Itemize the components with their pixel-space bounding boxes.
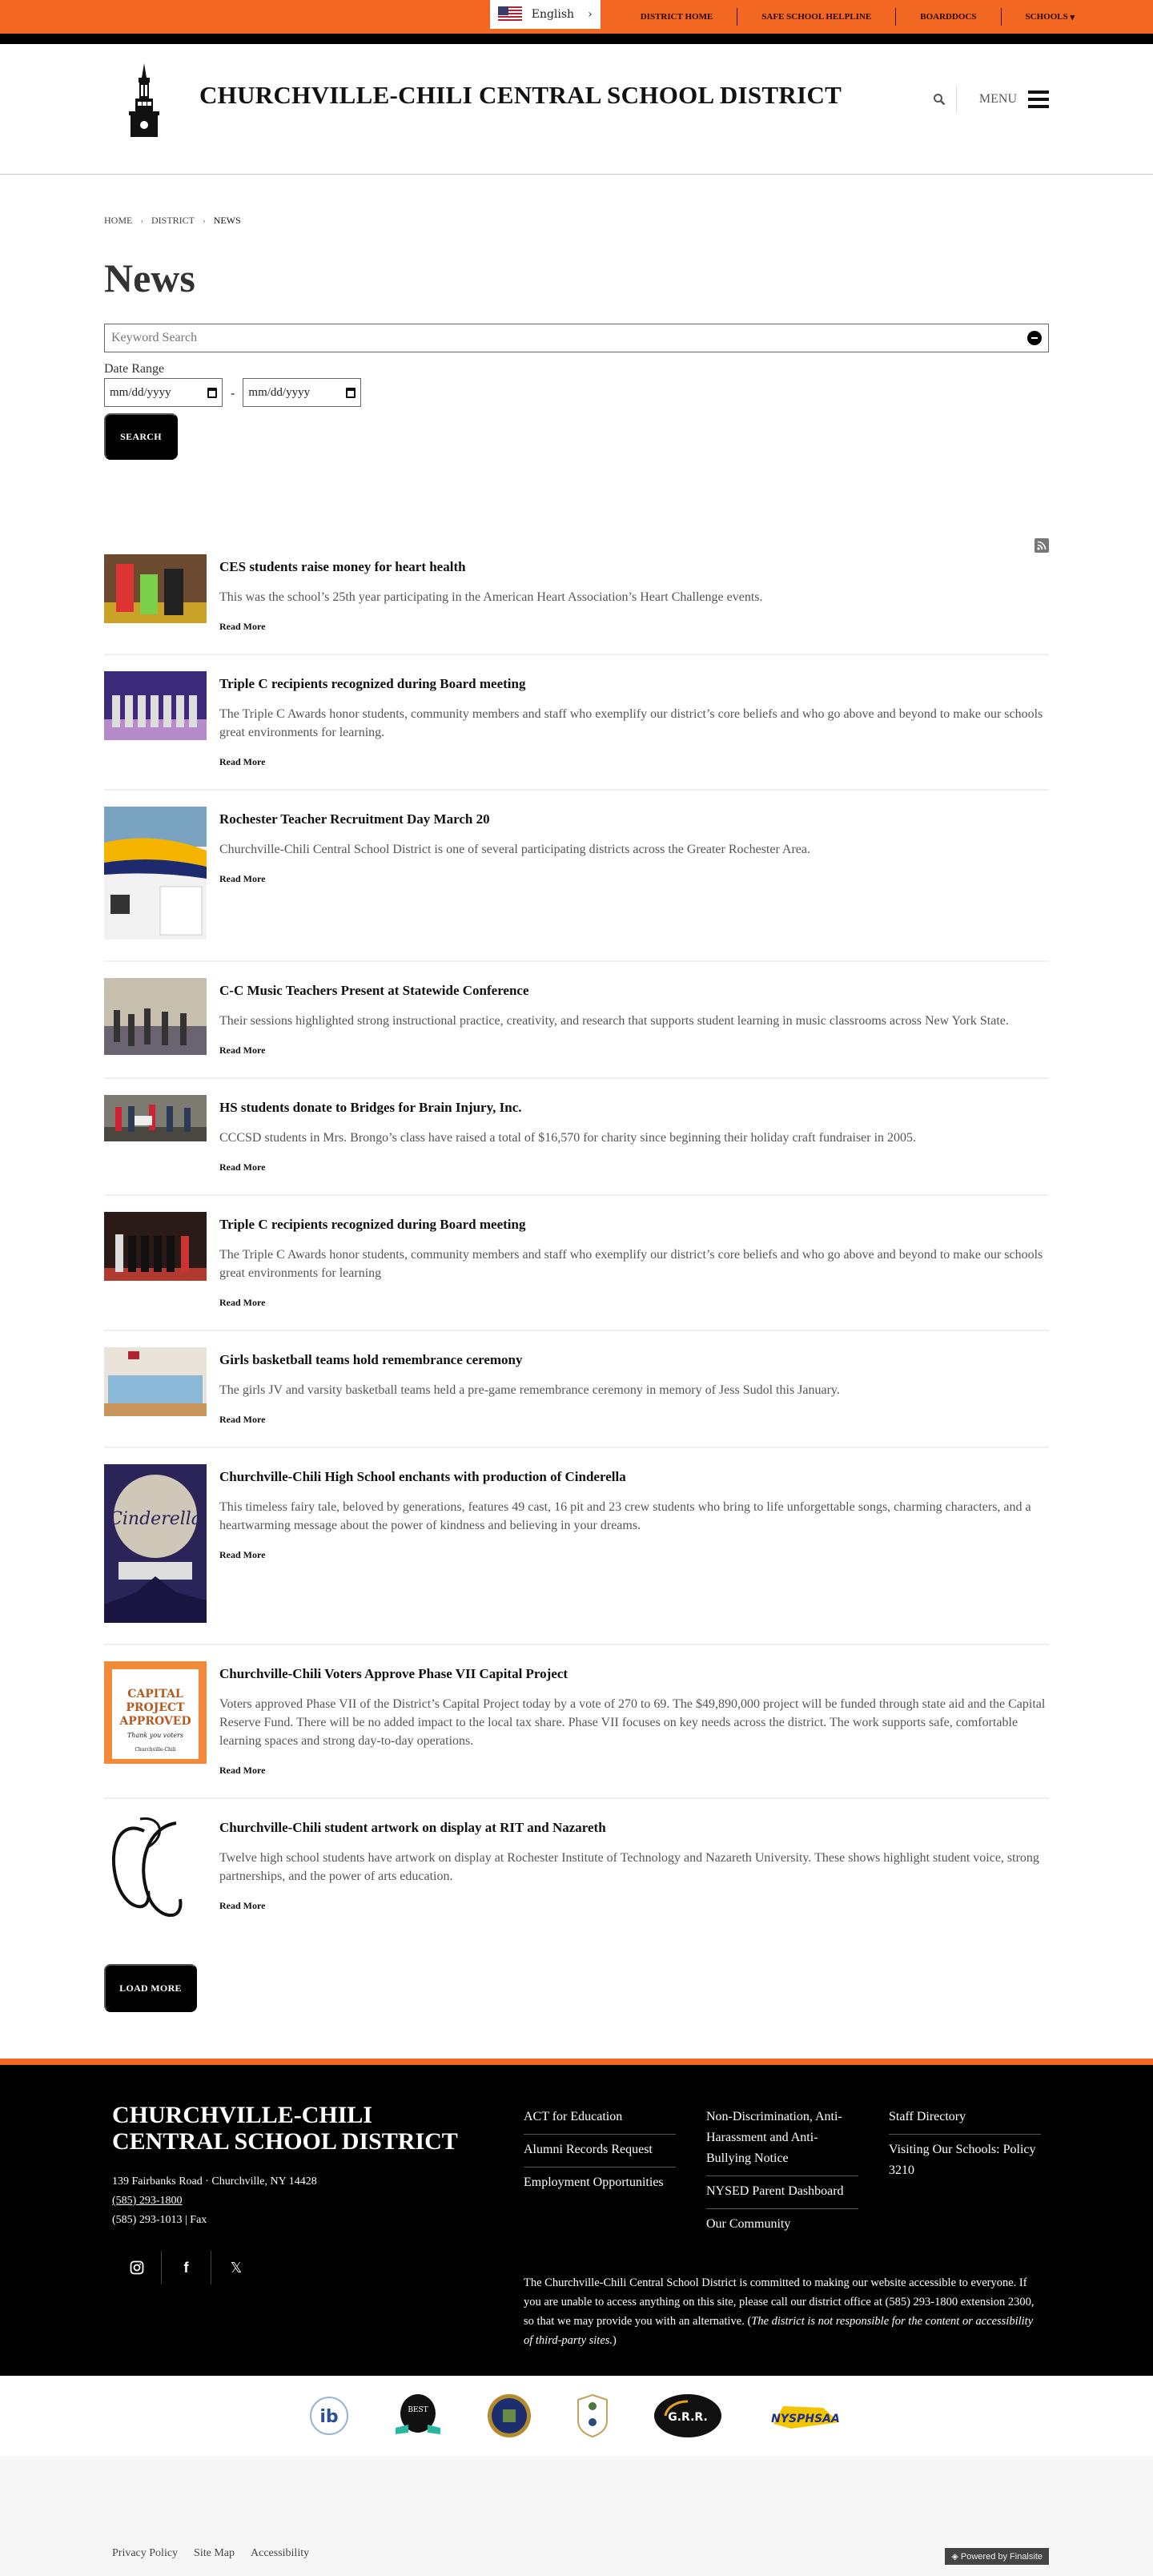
news-item: [104, 1815, 1049, 1948]
utility-bar: [0, 0, 1153, 34]
boarddocs-link[interactable]: BOARDDOCS: [895, 8, 1000, 26]
date-from-placeholder: mm/dd/yyyy: [110, 385, 171, 399]
staff-directory-link[interactable]: Staff Directory: [889, 2102, 1041, 2135]
read-more-link[interactable]: Read More: [219, 873, 266, 884]
news-title-link[interactable]: C-C Music Teachers Present at Statewide Conference: [219, 983, 529, 998]
breadcrumb: [104, 215, 1049, 227]
read-more-link[interactable]: Read More: [219, 1765, 266, 1776]
footer-links-col-2: [706, 2102, 858, 2241]
chevron-right-icon: ›: [203, 215, 206, 226]
sub-footer: [0, 2456, 1153, 2576]
keyword-search-field[interactable]: [104, 324, 1049, 352]
news-item: [104, 978, 1049, 1079]
site-map-link[interactable]: Site Map: [194, 2547, 235, 2559]
date-range-label: Date Range: [104, 362, 165, 376]
news-title-link[interactable]: Churchville-Chili High School enchants with production of Cinderella: [219, 1469, 626, 1484]
svg-text:Cinderella: Cinderella: [109, 1509, 202, 1529]
footer-links-col-1: [524, 2102, 676, 2241]
footer-phone-link[interactable]: (585) 293-1800: [112, 2195, 183, 2207]
news-item: [104, 554, 1049, 655]
news-list: [104, 554, 1049, 1948]
news-title-link[interactable]: Rochester Teacher Recruitment Day March 20: [219, 811, 490, 827]
language-label: English: [531, 8, 575, 21]
accessibility-link[interactable]: Accessibility: [251, 2547, 310, 2559]
news-thumbnail-image[interactable]: [104, 671, 207, 740]
search-icon[interactable]: [933, 86, 957, 113]
svg-text:Thank you voters: Thank you voters: [127, 1732, 184, 1739]
news-title-link[interactable]: HS students donate to Bridges for Brain Injury, Inc.: [219, 1100, 522, 1115]
site-header: [0, 44, 1153, 175]
language-selector[interactable]: [490, 0, 601, 29]
non-discrimination-notice-link[interactable]: Non-Discrimination, Anti-Harassment and Anti-Bullying Notice: [706, 2102, 858, 2176]
breadcrumb-district[interactable]: DISTRICT: [151, 215, 195, 226]
news-item: [104, 1347, 1049, 1448]
news-item: [104, 1661, 1049, 1799]
site-footer: [0, 2065, 1153, 2376]
news-description: Churchville-Chili Central School District is one of several participating districts across the Greater Rochester Area.: [219, 843, 811, 856]
news-item: [104, 807, 1049, 962]
chevron-right-icon: ›: [140, 215, 144, 226]
date-separator: -: [231, 384, 235, 400]
instagram-icon[interactable]: [112, 2251, 162, 2284]
news-thumbnail-image[interactable]: [104, 978, 207, 1055]
hamburger-menu-icon[interactable]: [1028, 91, 1049, 108]
news-thumbnail-image[interactable]: [104, 1815, 207, 1927]
news-title-link[interactable]: Churchville-Chili Voters Approve Phase VII Capital Project: [219, 1666, 568, 1681]
footer-fax: (585) 293-1013 | Fax: [112, 2214, 207, 2226]
school-of-excellence-badge-icon[interactable]: [576, 2393, 609, 2438]
calendar-icon[interactable]: [207, 388, 217, 398]
site-title[interactable]: CHURCHVILLE-CHILI CENTRAL SCHOOL DISTRICT: [199, 81, 842, 109]
news-title-link[interactable]: CES students raise money for heart health: [219, 559, 466, 574]
read-more-link[interactable]: Read More: [219, 1297, 266, 1308]
keyword-search-input[interactable]: [111, 331, 1027, 345]
news-thumbnail-image[interactable]: [104, 1095, 207, 1141]
svg-text:Churchville-Chili: Churchville-Chili: [135, 1747, 176, 1753]
search-button[interactable]: SEARCH: [104, 413, 178, 460]
read-more-link[interactable]: Read More: [219, 1161, 266, 1173]
footer-links-col-3: [889, 2102, 1041, 2241]
menu-label[interactable]: MENU: [978, 92, 1017, 106]
read-more-link[interactable]: Read More: [219, 1549, 266, 1560]
svg-text:NYSPHSAA: NYSPHSAA: [771, 2413, 840, 2425]
load-more-button[interactable]: LOAD MORE: [104, 1964, 197, 2012]
read-more-link[interactable]: Read More: [219, 1900, 266, 1911]
read-more-link[interactable]: Read More: [219, 756, 266, 767]
news-item: [104, 1212, 1049, 1331]
date-from-input[interactable]: [104, 378, 223, 407]
breadcrumb-current: NEWS: [213, 215, 241, 226]
schools-dropdown[interactable]: [1001, 8, 1099, 26]
news-thumbnail-image[interactable]: [104, 1464, 207, 1623]
act-for-education-link[interactable]: ACT for Education: [524, 2102, 676, 2135]
facebook-icon[interactable]: f: [162, 2251, 211, 2284]
us-flag-icon: [498, 6, 522, 22]
calendar-icon[interactable]: [346, 388, 356, 398]
breadcrumb-home[interactable]: HOME: [104, 215, 133, 226]
news-description: Twelve high school students have artwork on display at Rochester Institute of Technology and Nazareth University. These shows highlight student voice, strong partnerships, and the power of arts education.: [219, 1851, 1039, 1883]
ib-world-school-badge-icon[interactable]: [309, 2396, 349, 2436]
rss-feed-icon[interactable]: [1034, 538, 1049, 553]
news-description: Voters approved Phase VII of the District’s Capital Project today by a vote of 270 to 69. The $49,890,000 project will be funded through state aid and the Capital Reserve Fund. There will be no added impact to the local tax share. Phase VII focuses on key needs across the district. The work supports safe, comfortable learning spaces and strong day-to-day operations.: [219, 1697, 1046, 1748]
accessibility-statement: The Churchville-Chili Central School District is committed to making our website accessible to everyone. If you are unable to access anything on this site, please call our district office at (585) 293-1800 extension 2300, so that we may provide you with an alternative. (The district is not responsible for the content or accessibility of third-party sites.): [524, 2276, 1034, 2347]
news-item: [104, 671, 1049, 791]
footer-accent-bar: [0, 2059, 1153, 2065]
powered-by-finalsite-link[interactable]: [945, 2548, 1049, 2565]
date-to-input[interactable]: [243, 378, 361, 407]
news-thumbnail-image[interactable]: [104, 1212, 207, 1281]
footer-name-line2: CENTRAL SCHOOL DISTRICT: [112, 2128, 458, 2155]
read-more-link[interactable]: Read More: [219, 1414, 266, 1425]
news-title-link[interactable]: Churchville-Chili student artwork on display at RIT and Nazareth: [219, 1820, 606, 1835]
nysed-parent-dashboard-link[interactable]: NYSED Parent Dashboard: [706, 2176, 858, 2209]
date-to-placeholder: mm/dd/yyyy: [248, 385, 311, 399]
x-twitter-icon[interactable]: 𝕏: [230, 2259, 243, 2276]
chevron-right-icon: ›: [588, 8, 593, 21]
footer-district-name: [112, 2102, 524, 2155]
powered-by-label: Powered by Finalsite: [960, 2552, 1043, 2562]
news-item: [104, 1095, 1049, 1196]
svg-text:CAPITAL: CAPITAL: [127, 1688, 183, 1701]
finalsite-icon: ◈: [951, 2552, 958, 2562]
bell-tower-logo-icon[interactable]: [126, 63, 163, 137]
visiting-our-schools-link[interactable]: Visiting Our Schools: Policy 3210: [889, 2143, 1036, 2177]
grr-340-robotics-badge-icon[interactable]: [653, 2393, 722, 2438]
main-content: [0, 215, 1153, 2012]
read-more-link[interactable]: Read More: [219, 1044, 266, 1056]
schools-label: SCHOOLS: [1025, 12, 1068, 22]
svg-text:ib: ib: [319, 2407, 339, 2427]
music-education-badge-icon[interactable]: [394, 2393, 442, 2439]
read-more-link[interactable]: Read More: [219, 621, 266, 632]
partner-badges: [0, 2376, 1153, 2456]
alumni-records-link[interactable]: Alumni Records Request: [524, 2135, 676, 2167]
svg-text:PROJECT: PROJECT: [126, 1701, 185, 1714]
news-thumbnail-image[interactable]: [104, 1347, 207, 1416]
employment-opportunities-link[interactable]: Employment Opportunities: [524, 2176, 664, 2189]
caret-down-icon: ▾: [1070, 12, 1075, 22]
header-divider-strip: [0, 34, 1153, 44]
svg-text:BEST: BEST: [408, 2406, 428, 2414]
our-community-link[interactable]: Our Community: [706, 2217, 791, 2231]
clear-search-icon[interactable]: [1027, 331, 1042, 345]
svg-text:G.R.R.: G.R.R.: [668, 2411, 708, 2424]
news-description: This timeless fairy tale, beloved by generations, features 49 cast, 16 pit and 23 crew students who bring to life unforgettable songs, charming characters, and a heartwarming message about the power of kindness and believing in your dreams.: [219, 1500, 1031, 1532]
privacy-policy-link[interactable]: Privacy Policy: [112, 2547, 179, 2559]
news-thumbnail-image[interactable]: [104, 807, 207, 940]
district-home-link[interactable]: DISTRICT HOME: [640, 12, 713, 22]
page-title: News: [104, 256, 195, 300]
footer-name-line1: CHURCHVILLE-CHILI: [112, 2102, 373, 2128]
news-thumbnail-image[interactable]: [104, 554, 207, 623]
news-thumbnail-image[interactable]: [104, 1661, 207, 1764]
news-description: The Triple C Awards honor students, community members and staff who exemplify our district’s core beliefs and who go above and beyond to make our schools great environments for learning: [219, 1248, 1043, 1280]
news-title-link[interactable]: Girls basketball teams hold remembrance ceremony: [219, 1352, 523, 1367]
news-description: CCCSD students in Mrs. Brongo’s class have raised a total of $16,570 for charity since beginning their holiday craft fundraiser in 2005.: [219, 1131, 917, 1145]
news-item: [104, 1464, 1049, 1645]
news-description: The Triple C Awards honor students, community members and staff who exemplify our district’s core beliefs and who go above and beyond to make our schools great environments for learning.: [219, 707, 1043, 739]
news-title-link[interactable]: Triple C recipients recognized during Board meeting: [219, 1217, 526, 1232]
social-links: [112, 2251, 524, 2284]
safe-school-helpline-link[interactable]: SAFE SCHOOL HELPLINE: [737, 8, 895, 26]
news-description: The girls JV and varsity basketball teams held a pre-game remembrance ceremony in memory of Jess Sudol this January.: [219, 1383, 840, 1397]
svg-text:APPROVED: APPROVED: [119, 1715, 191, 1728]
footer-address: 139 Fairbanks Road · Churchville, NY 14428: [112, 2176, 317, 2188]
nys-seal-badge-icon[interactable]: [487, 2393, 532, 2438]
news-description: Their sessions highlighted strong instructional practice, creativity, and research that supports student learning in music classrooms across New York State.: [219, 1014, 1009, 1028]
nysphsaa-badge-icon[interactable]: [767, 2400, 844, 2432]
news-title-link[interactable]: Triple C recipients recognized during Board meeting: [219, 676, 526, 691]
news-description: This was the school’s 25th year participating in the American Heart Association’s Heart Challenge events.: [219, 590, 763, 604]
